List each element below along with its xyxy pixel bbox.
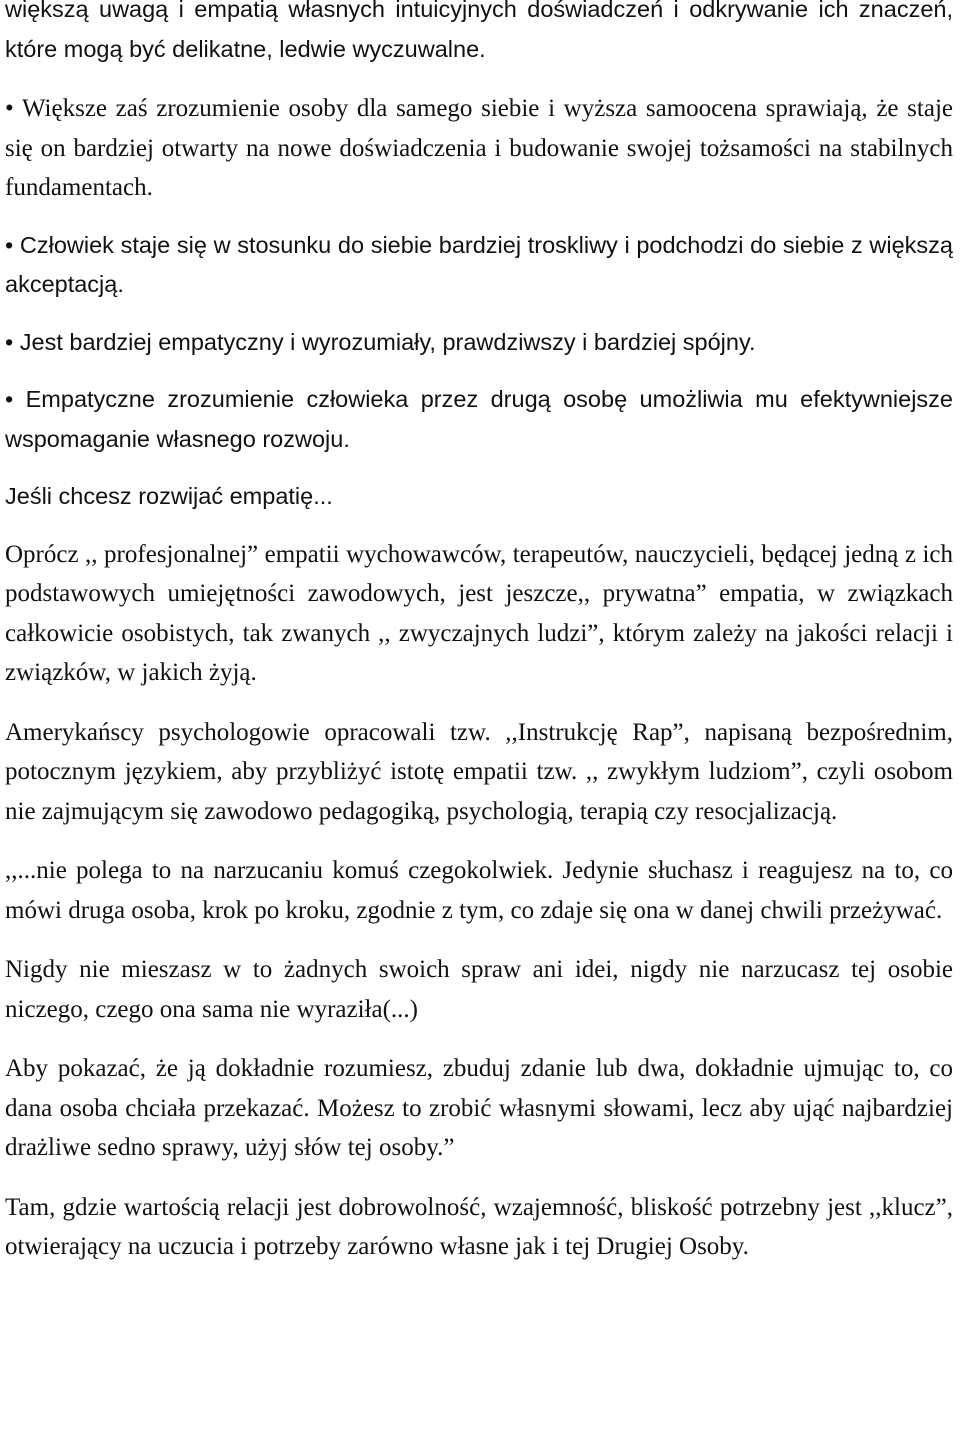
quote-paragraph-show-understanding: Aby pokazać, że ją dokładnie rozumiesz, zbuduj zdanie lub dwa, dokładnie ujmując to, co dana osoba chciała przekazać. Możesz to zrobić własnymi słowami, lecz aby ująć najbardziej drażliwe sedno sprawy, użyj słów tej osoby.”	[5, 1055, 953, 1161]
paragraph-rap-instruction: Amerykańscy psychologowie opracowali tzw. ,,Instrukcję Rap”, napisaną bezpośrednim, potocznym językiem, aby przybliżyć istotę empatii tzw. ,, zwykłym ludziom”, czyli osobom nie zajmującym się zawodowo pedagogiką, psychologią, terapią czy resocjalizacją.	[5, 718, 953, 825]
quote-paragraph-never-mix: Nigdy nie mieszasz w to żadnych swoich spraw ani idei, nigdy nie narzucasz tej osobie niczego, czego ona sama nie wyraziła(...)	[5, 956, 953, 1023]
paragraph-empathy-intuition: większą uwagą i empatią własnych intuicyjnych doświadczeń i odkrywanie ich znaczeń, które mogą być delikatne, ledwie wyczuwalne.	[5, 0, 953, 62]
section-heading-develop-empathy: Jeśli chcesz rozwijać empatię...	[5, 483, 333, 509]
document-page	[5, 0, 953, 1267]
bullet-self-care: • Człowiek staje się w stosunku do siebie bardziej troskliwy i podchodzi do siebie z większą akceptacją.	[5, 231, 953, 297]
bullet-self-understanding: • Większe zaś zrozumienie osoby dla samego siebie i wyższa samoocena sprawiają, że staje się on bardziej otwarty na nowe doświadczenia i budowanie swojej tożsamości na stabilnych fundamentach.	[5, 95, 953, 201]
quote-paragraph-not-imposing: ,,...nie polega to na narzucaniu komuś czegokolwiek. Jedynie słuchasz i reagujesz na to, co mówi druga osoba, krok po kroku, zgodnie z tym, co zdaje się ona w danej chwili przeżywać.	[5, 857, 953, 924]
paragraph-key-to-feelings: Tam, gdzie wartością relacji jest dobrowolność, wzajemność, bliskość potrzebny jest ,,klucz”, otwierający na uczucia i potrzeby zarówno własne jak i tej Drugiej Osoby.	[5, 1193, 953, 1260]
paragraph-private-empathy: Oprócz ,, profesjonalnej” empatii wychowawców, terapeutów, nauczycieli, będącej jedną z ich podstawowych umiejętności zawodowych, jest jeszcze,, prywatna” empatia, w związkach całkowicie osobistych, tak zwanych ,, zwyczajnych ludzi”, którym zależy na jakości relacji i związków, w jakich żyją.	[5, 540, 953, 686]
bullet-empathic-understanding: • Empatyczne zrozumienie człowieka przez drugą osobę umożliwia mu efektywniejsze wspomaganie własnego rozwoju.	[5, 386, 953, 452]
bullet-more-empathic: • Jest bardziej empatyczny i wyrozumiały, prawdziwszy i bardziej spójny.	[5, 328, 756, 355]
